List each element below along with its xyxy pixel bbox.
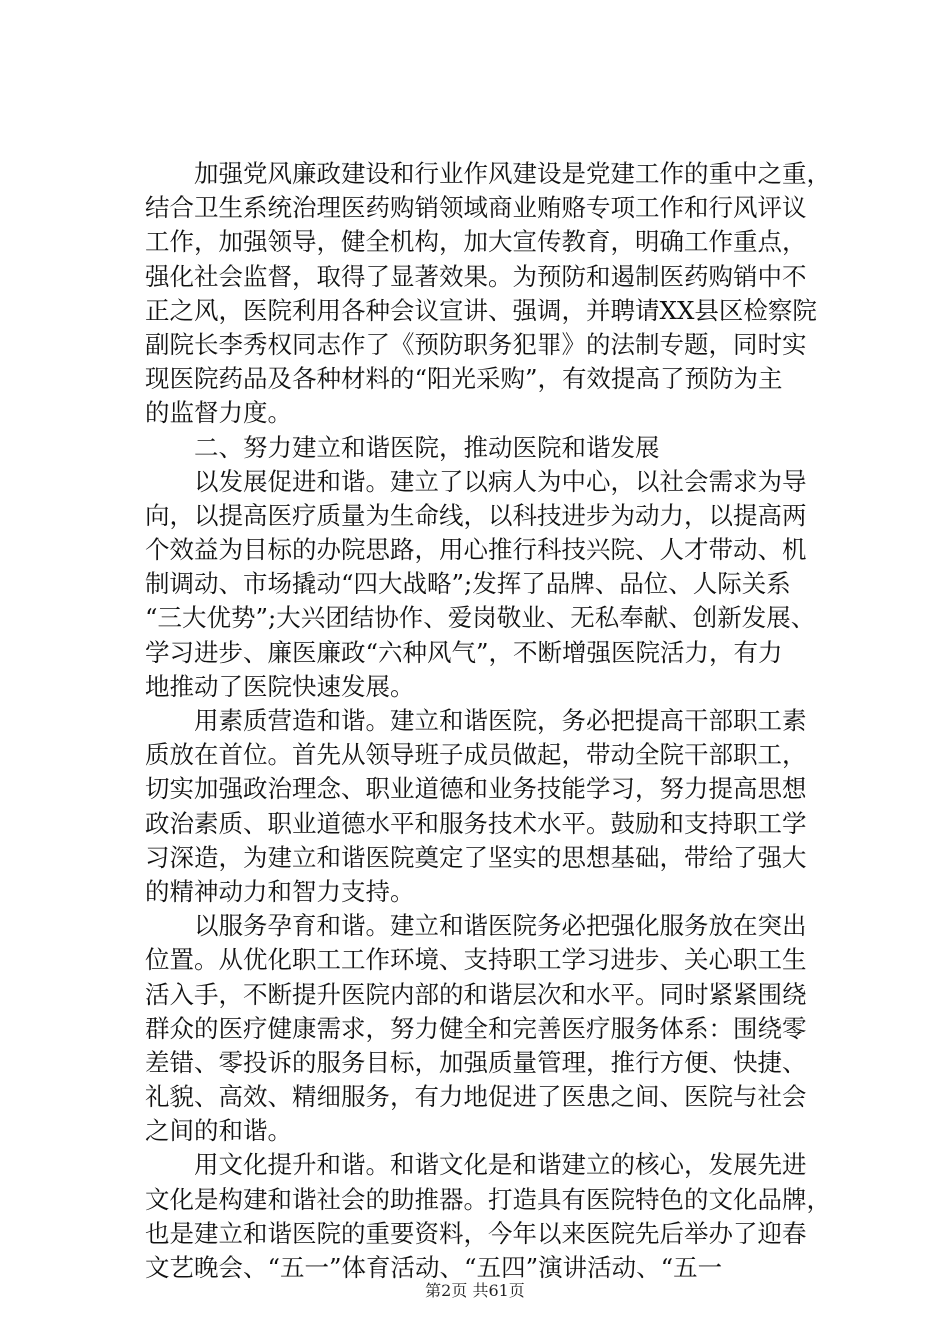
text-line: 习深造，为建立和谐医院奠定了坚实的思想基础，带给了强大 xyxy=(145,842,807,872)
text-line: 用素质营造和谐。建立和谐医院，务必把提高干部职工素 xyxy=(145,706,807,735)
text-line: 之间的和谐。 xyxy=(145,1116,292,1146)
text-line: 用文化提升和谐。和谐文化是和谐建立的核心，发展先进 xyxy=(145,1150,807,1180)
text-line: 位置。从优化职工工作环境、支持职工学习进步、关心职工生 xyxy=(145,945,807,975)
text-line: 现医院药品及各种材料的“阳光采购”，有效提高了预防为主 xyxy=(145,364,783,394)
text-line: 结合卫生系统治理医药购销领域商业贿赂专项工作和行风评议 xyxy=(145,193,807,223)
text-line: 学习进步、廉医廉政“六种风气”，不断增强医院活力，有力 xyxy=(145,637,783,667)
text-line: 制调动、市场撬动“四大战略”;发挥了品牌、品位、人际关系 xyxy=(145,569,791,599)
text-line: 质放在首位。首先从领导班子成员做起，带动全院干部职工， xyxy=(145,740,807,770)
text-line: 工作，加强领导，健全机构，加大宣传教育，明确工作重点， xyxy=(145,227,807,257)
text-line: 群众的医疗健康需求，努力健全和完善医疗服务体系：围绕零 xyxy=(145,1013,807,1043)
section-heading: 二、努力建立和谐医院，推动医院和谐发展 xyxy=(145,432,660,462)
text-line: 政治素质、职业道德水平和服务技术水平。鼓励和支持职工学 xyxy=(145,808,807,838)
text-line: 以发展促进和谐。建立了以病人为中心，以社会需求为导 xyxy=(145,466,807,496)
text-line: 礼貌、高效、精细服务，有力地促进了医患之间、医院与社会 xyxy=(145,1082,807,1112)
text-line: 差错、零投诉的服务目标，加强质量管理，推行方便、快捷、 xyxy=(145,1047,807,1077)
text-line: 文化是构建和谐社会的助推器。打造具有医院特色的文化品牌， xyxy=(145,1184,831,1214)
page-number-footer: 第2页 共61页 xyxy=(425,1281,525,1300)
text-line: 副院长李秀权同志作了《预防职务犯罪》的法制专题，同时实 xyxy=(145,329,807,359)
text-line: 也是建立和谐医院的重要资料，今年以来医院先后举办了迎春 xyxy=(145,1218,807,1248)
text-line: 以服务孕育和谐。建立和谐医院务必把强化服务放在突出 xyxy=(145,911,807,941)
text-line: 活入手，不断提升医院内部的和谐层次和水平。同时紧紧围绕 xyxy=(145,979,807,1009)
text-line: 地推动了医院快速发展。 xyxy=(145,671,415,701)
document-body xyxy=(145,157,845,1285)
text-line: 强化社会监督，取得了显著效果。为预防和遏制医药购销中不 xyxy=(145,261,807,291)
text-line: 切实加强政治理念、职业道德和业务技能学习，努力提高思想 xyxy=(145,774,807,804)
text-line: 文艺晚会、“五一”体育活动、“五四”演讲活动、“五一 xyxy=(145,1253,723,1282)
text-line: 向，以提高医疗质量为生命线，以科技进步为动力，以提高两 xyxy=(145,500,807,530)
text-line: 加强党风廉政建设和行业作风建设是党建工作的重中之重， xyxy=(145,159,831,188)
text-line: “三大优势”;大兴团结协作、爱岗敬业、无私奉献、创新发展、 xyxy=(145,603,816,633)
text-line: 正之风，医院利用各种会议宣讲、强调，并聘请XX县区检察院 xyxy=(145,295,817,325)
text-line: 的精神动力和智力支持。 xyxy=(145,876,415,906)
text-line: 个效益为目标的办院思路，用心推行科技兴院、人才带动、机 xyxy=(145,535,807,565)
text-line: 的监督力度。 xyxy=(145,398,292,428)
